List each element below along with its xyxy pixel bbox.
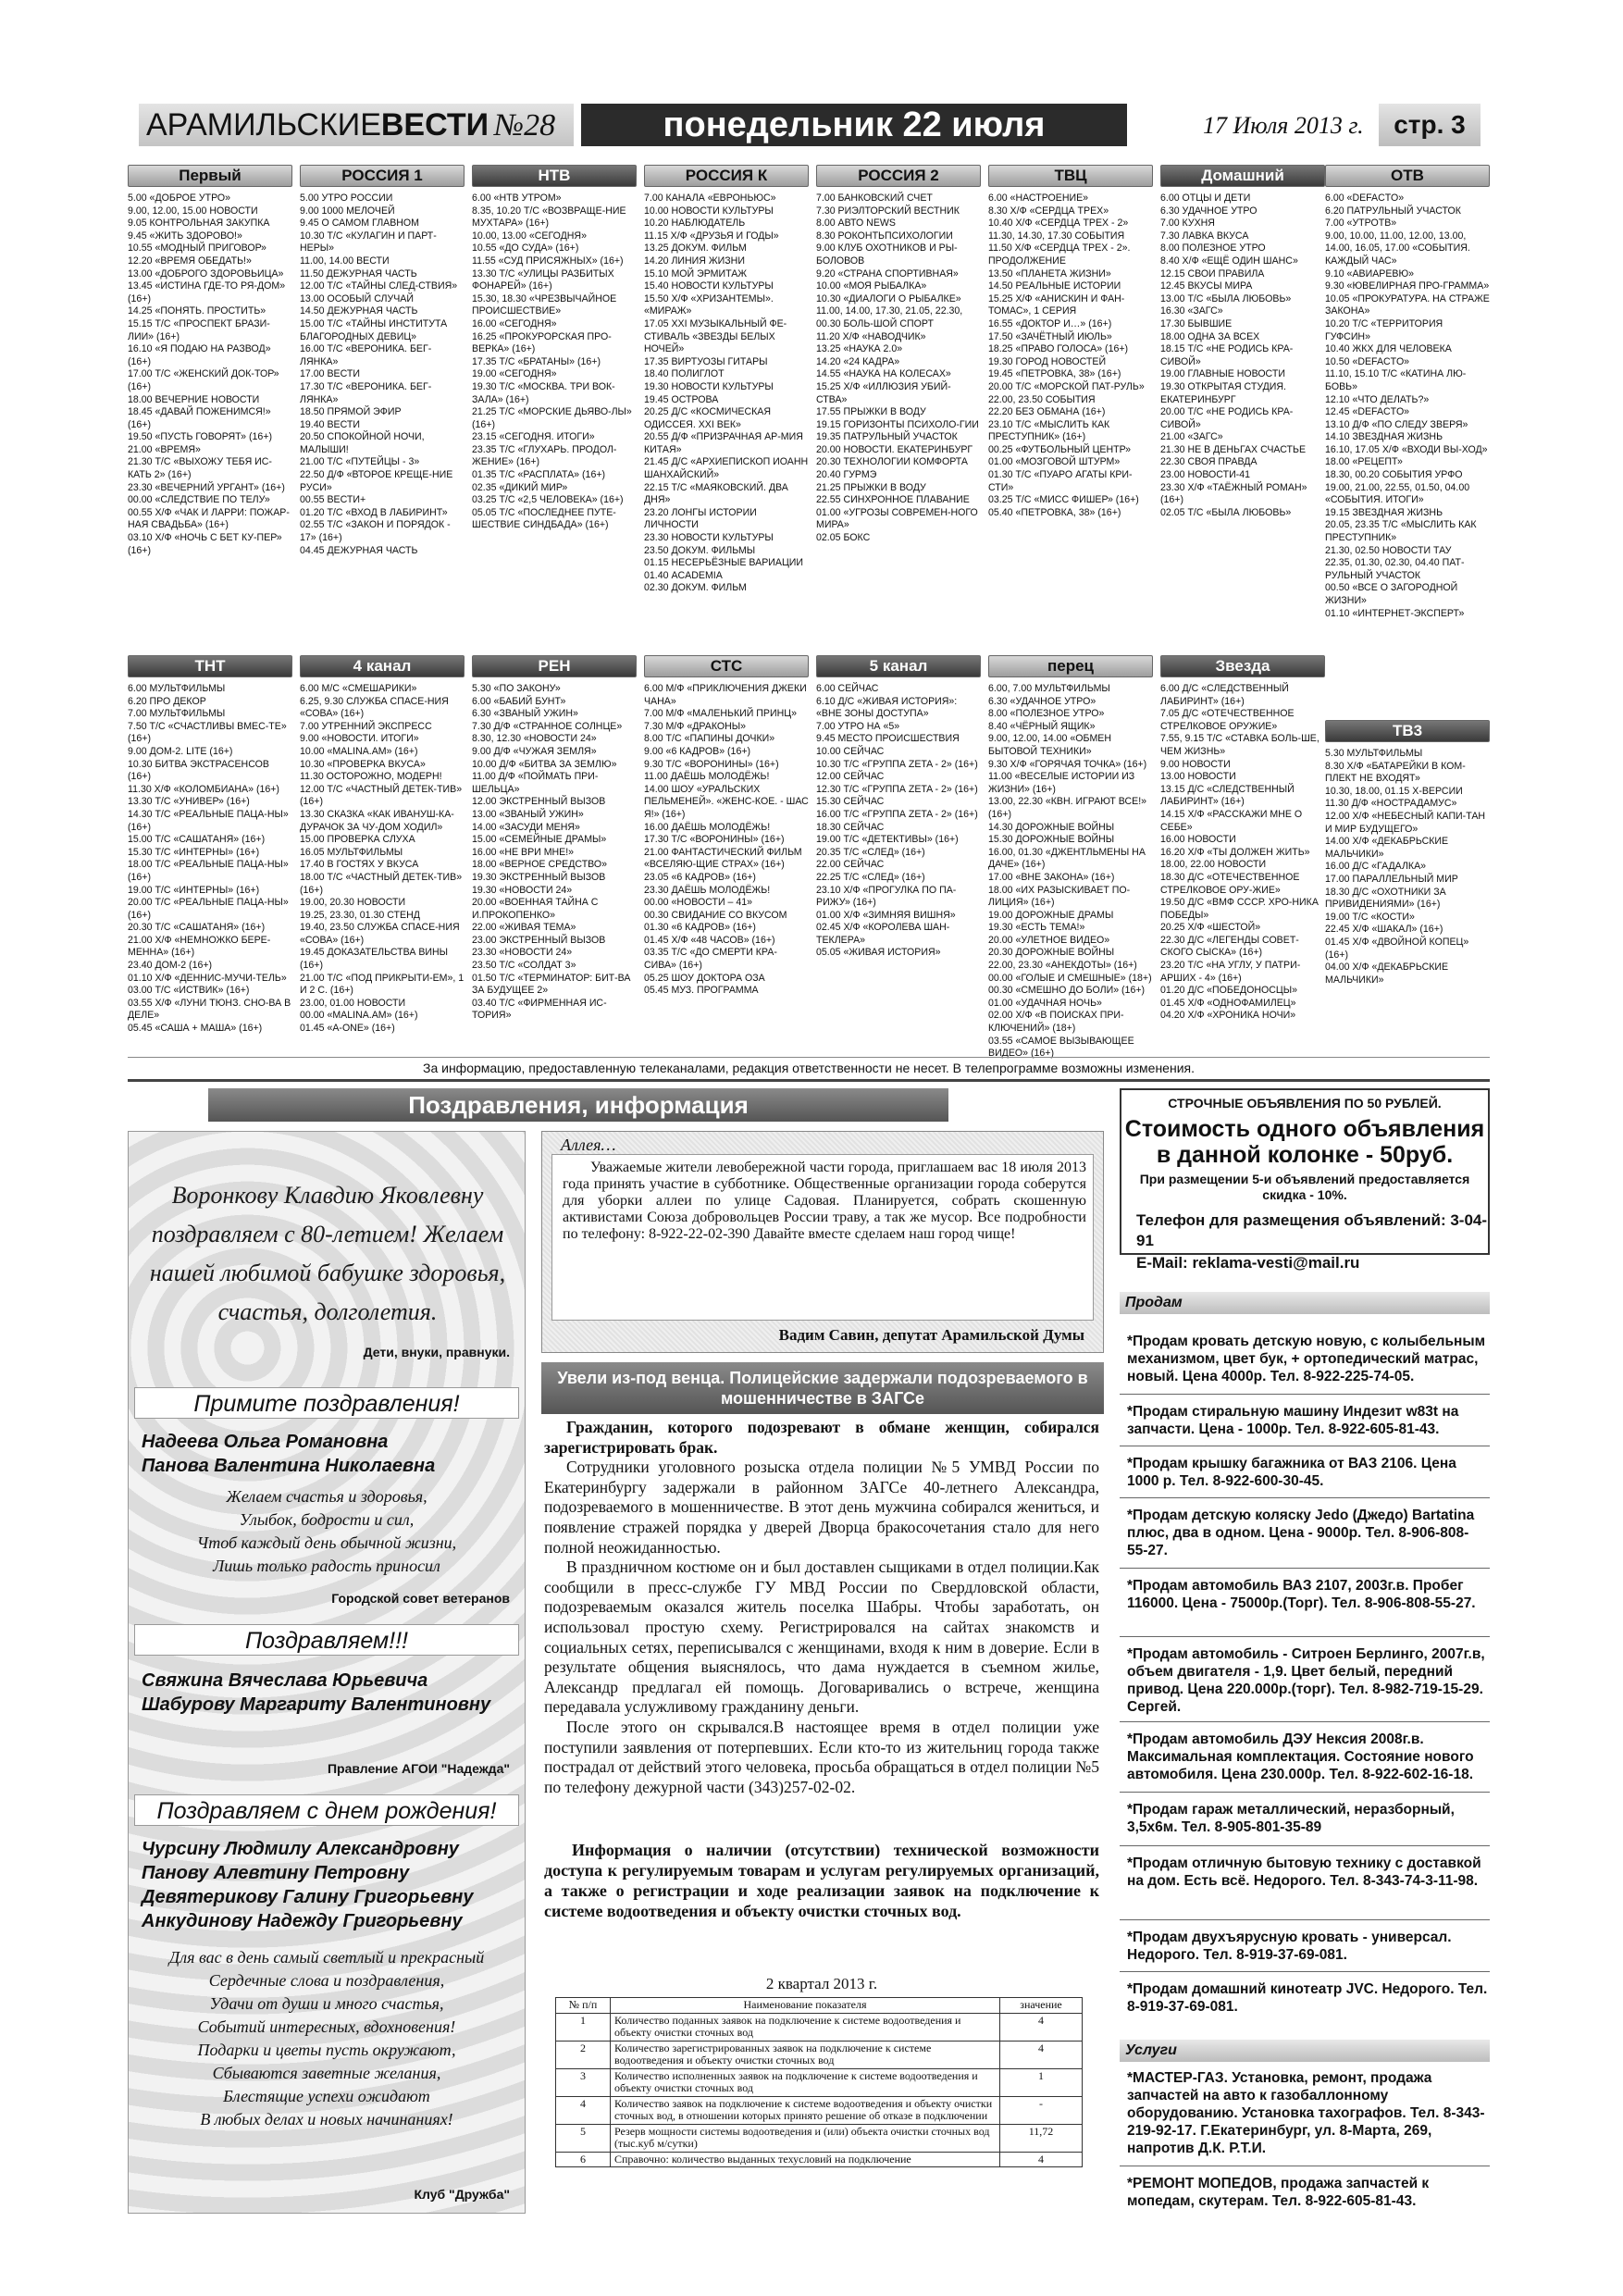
channel-schedule: 6.00 «НТВ УТРОМ» 8.35, 10.20 Т/С «ВОЗВРАЩЕ-НИЕ МУХТАРА» (16+) 10.00, 13.00 «СЕГОДНЯ» 10.55 «ДО СУДА» (16+) 11.55 «СУД ПРИСЯЖНЫХ» (16+) 13.30 Т/С «УЛИЦЫ РАЗБИТЫХ ФОНАРЕЙ» (16+) 15.30, 18.30 «ЧРЕЗВЫЧАЙНОЕ ПРОИСШЕСТВИЕ» 16.00 «СЕГОДНЯ» 16.25 «ПРОКУРОРСКАЯ ПРО-ВЕРКА» (16+) 17.35 Т/С «БРАТАНЫ» (16+) 19.00 «СЕГОДНЯ» 19.30 Т/С «МОСКВА. ТРИ ВОК-ЗАЛА» (16+) 21.25 Т/С «МОРСКИЕ ДЬЯВО-ЛЫ» (16+) 23.15 «СЕГОДНЯ. ИТОГИ» 23.35 Т/С «ГЛУХАРЬ. ПРОДОЛ-ЖЕНИЕ» (16+) 01.35 Т/С «РАСПЛАТА» (16+) 02.35 «ДИКИЙ МИР» 03.25 Т/С «2,5 ЧЕЛОВЕКА» (16+) 05.05 Т/С «ПОСЛЕДНЕЕ ПУТЕ-ШЕСТВИЕ СИНДБАДА» (16+) bbox=[472, 192, 632, 531]
news-paragraph: В праздничном костюме он и был доставлен сыщиками в отдел полиции.Как сообщили в пресс-службе ГУ МВД России по Свердловской области, подозреваемым оказался житель поселка Шабры. Чтобы заработать, он использовал простую схему. Регистрировался на сайтах знакомств и социальных сетях, переписывался с женщинами, входя к ним в доверие. Если в результате общения выяснялось, что дама нуждается в съемном жилье, Александр предлагал ей помощь. Договаривались о встрече, женщина передавала услужливому гражданину деньги. bbox=[544, 1558, 1099, 1717]
issue-number: №28 bbox=[494, 108, 556, 143]
channel-schedule: 6.00, 7.00 МУЛЬТФИЛЬМЫ 6.30 «УДАЧНОЕ УТРО» 8.00 «ПОЛЕЗНОЕ УТРО» 8.40 «ЧЁРНЫЙ ЯЩИК» 9.00, 12.00, 14.00 «ОБМЕН БЫТОВОЙ ТЕХНИКИ» 9.30 Х/Ф «ГОРЯЧАЯ ТОЧКА» (16+) 11.00 «ВЕСЕЛЫЕ ИСТОРИИ ИЗ ЖИЗНИ» (16+) 13.00, 22.30 «КВН. ИГРАЮТ ВСЕ!» (16+) 14.30 ДОРОЖНЫЕ ВОЙНЫ 15.30 ДОРОЖНЫЕ ВОЙНЫ 16.00, 01.30 «ДЖЕНТЛЬМЕНЫ НА ДАЧЕ» (16+) 17.00 «ВНЕ ЗАКОНА» (16+) 18.00 «ИХ РАЗЫСКИВАЕТ ПО-ЛИЦИЯ» (16+) 19.00 ДОРОЖНЫЕ ДРАМЫ 19.30 «ЕСТЬ ТЕМА!» 20.00 «УЛЕТНОЕ ВИДЕО» 20.30 ДОРОЖНЫЕ ВОЙНЫ 22.00, 23.30 «АНЕКДОТЫ» (16+) 00.00 «ГОЛЫЕ И СМЕШНЫЕ» (18+) 00.30 «СМЕШНО ДО БОЛИ» (16+) 01.00 «УДАЧНАЯ НОЧЬ» 02.00 Х/Ф «В ПОИСКАХ ПРИ-КЛЮЧЕНИЙ» (18+) 03.55 «САМОЕ ВЫЗЫВАЮЩЕЕ ВИДЕО» (16+) bbox=[988, 683, 1152, 1060]
channel-logo: 4 канал bbox=[300, 655, 465, 677]
greeting-2-banner: Примите поздравления! bbox=[134, 1387, 519, 1419]
column-header: № п/п bbox=[556, 1998, 611, 2014]
channel-logo: ТВЦ bbox=[988, 165, 1153, 187]
page-number: стр. 3 bbox=[1379, 104, 1481, 146]
channel-logo: СТС bbox=[644, 655, 809, 677]
news-lead: Гражданин, которого подозревают в обмане женщин, собирался зарегистрировать брак. bbox=[544, 1418, 1099, 1457]
classified-ad: *Продам домашний кинотеатр JVC. Недорого. Тел. 8-919-37-69-081. bbox=[1127, 1981, 1488, 2015]
channel-1 bbox=[128, 165, 292, 557]
classified-ad: *Продам автомобиль - Ситроен Берлинго, 2007г.в, объем двигателя - 1,9. Цвет белый, передний привод. Цена 220.000р.(торг). Тел. 8-982-719-15-29. Сергей. bbox=[1127, 1646, 1485, 1715]
allea-body: Уважаемые жители левобережной части города, приглашаем вас 18 июля 2013 года принять участие в субботнике. Общественные организации города соберутся для уборки аллеи по улице Садовая. Планируется, собрать скошенную активистами Союза добровольцев России траву, а так же мусор. Все подробности по телефону: 8-922-22-02-390 Давайте вместе сделаем наш город чище! bbox=[563, 1160, 1086, 1242]
channel-16 bbox=[1325, 720, 1490, 987]
masthead: АРАМИЛЬСКИЕВЕСТИ №28 bbox=[139, 104, 574, 146]
table-header-row bbox=[556, 1998, 1083, 2014]
table-row: 6 Справочно: количество выданных техусловий на подключение 4 bbox=[556, 2152, 1083, 2167]
channel-schedule: 6.00 М/С «СМЕШАРИКИ» 6.25, 9.30 СЛУЖБА СПАСЕ-НИЯ «СОВА» (16+) 7.00 УТРЕННИЙ ЭКСПРЕСС 9.00 «НОВОСТИ. ИТОГИ» 10.00 «MALINA.AM» (16+) 10.30 «ПРОВЕРКА ВКУСА» 11.30 ОСТОРОЖНО, МОДЕРН! 12.00 Т/С «ЧАСТНЫЙ ДЕТЕК-ТИВ» (16+) 13.30 СКАЗКА «КАК ИВАНУШ-КА-ДУРАЧОК ЗА ЧУ-ДОМ ХОДИЛ» 15.00 ПРОВЕРКА СЛУХА 16.05 МУЛЬТФИЛЬМЫ 17.40 В ГОСТЯХ У ВКУСА 18.00 Т/С «ЧАСТНЫЙ ДЕТЕК-ТИВ» (16+) 19.00, 20.30 НОВОСТИ 19.25, 23.30, 01.30 СТЕНД 19.40, 23.50 СЛУЖБА СПАСЕ-НИЯ «СОВА» (16+) 19.45 ДОКАЗАТЕЛЬСТВА ВИНЫ (16+) 21.00 Т/С «ПОД ПРИКРЫТИ-ЕМ», 1 И 2 С. (16+) 23.00, 01.00 НОВОСТИ 00.00 «MALINA.AM» (16+) 01.45 «A-ONE» (16+) bbox=[300, 683, 465, 1035]
greeting-2-signature: Городской совет ветеранов bbox=[331, 1591, 510, 1606]
channel-logo: Звезда bbox=[1160, 655, 1325, 677]
allea-signature: Вадим Савин, депутат Арамильской Думы bbox=[778, 1326, 1084, 1344]
ads-phone: Телефон для размещения объявлений: 3-04-91 bbox=[1136, 1211, 1488, 1249]
column-header: значение bbox=[1000, 1998, 1083, 2014]
category-services: Услуги bbox=[1120, 2040, 1490, 2062]
greeting-1-text: Воронкову Клавдию Яковлевну поздравляем с 80-летием! Желаем нашей любимой бабушке здоровья, счастья, долголетия. bbox=[149, 1182, 506, 1325]
channel-logo: Домашний bbox=[1160, 165, 1325, 187]
channel-14 bbox=[988, 655, 1153, 1061]
channel-3 bbox=[472, 165, 637, 532]
news-paragraph: Сотрудники уголовного розыска отдела полиции №5 УМВД России по Екатеринбургу задержали в районном ЗАГСе 40-летнего Александра, подозреваемого в мошенничестве. В этот день мужчина собирался жениться, и появление стражей порядка у дверей Дворца бракосочетания стало для него полной неожиданностью. bbox=[544, 1458, 1099, 1557]
info-title: Информация о наличии (отсутствии) технической возможности доступа к регулируемым товарам и услугам регулируемых организаций, а также о регистрации и ходе реализации заявок на подключение к системе водоотведения и объекту очистки сточных вод. bbox=[544, 1841, 1099, 1920]
channel-13 bbox=[816, 655, 981, 960]
greeting-3-banner: Поздравляем!!! bbox=[134, 1624, 519, 1656]
ad-divider bbox=[1120, 1845, 1490, 1846]
ad-divider bbox=[1120, 1394, 1490, 1395]
issue-date: 17 Июля 2013 г. bbox=[1203, 112, 1364, 139]
table-row: 1 Количество поданных заявок на подключение к системе водоотведения и объекту очистки сточных вод 4 bbox=[556, 2013, 1083, 2041]
ad-divider bbox=[1120, 1971, 1490, 1972]
ad-divider bbox=[1120, 1497, 1490, 1498]
greeting-2-verse: Желаем счастья и здоровья, Улыбок, бодрости и сил, Чтоб каждый день обычной жизни, Лишь только радость приносил bbox=[196, 1487, 457, 1575]
greeting-3-names: Свяжина Вячеслава Юрьевича Шабурову Маргариту Валентиновну bbox=[142, 1670, 491, 1715]
channel-logo: 5 канал bbox=[816, 655, 981, 677]
classified-ad: *Продам кровать детскую новую, с колыбельным механизмом, цвет бук, + ортопедический матрас, новый. Цена 4000р. Тел. 8-922-225-74-05. bbox=[1127, 1334, 1486, 1384]
classified-ad: *Продам детскую коляску Jedo (Джедо) Bartatina плюс, два в одном. Цена - 9000р. Тел. 8-906-808-55-27. bbox=[1127, 1508, 1475, 1558]
ad-divider bbox=[1120, 1919, 1490, 1920]
section-title: Поздравления, информация bbox=[208, 1088, 948, 1122]
classified-ad: *Продам автомобиль ВАЗ 2107, 2003г.в. Пробег 116000. Цена - 75000р.(Торг). Тел. 8-906-808-55-27. bbox=[1127, 1578, 1476, 1611]
classified-ad: *РЕМОНТ МОПЕДОВ, продажа запчастей к мопедам, скутерам. Тел. 8-922-605-81-43. bbox=[1127, 2176, 1430, 2209]
news-article bbox=[544, 1418, 1099, 1797]
classified-ad: *Продам гараж металлический, неразборный, 3,5х6м. Тел. 8-905-801-35-89 bbox=[1127, 1802, 1455, 1835]
section-divider bbox=[128, 1079, 1490, 1082]
channel-schedule: 5.30 МУЛЬТФИЛЬМЫ 8.30 Х/Ф «БАТАРЕЙКИ В КОМ-ПЛЕКТ НЕ ВХОДЯТ» 10.30, 18.00, 01.15 Х-ВЕРСИИ 11.30 Д/Ф «НОСТРАДАМУС» 12.00 Х/Ф «НЕБЕСНЫЙ КАПИ-ТАН И МИР БУДУЩЕГО» 14.00 Х/Ф «ДЕКАБРЬСКИЕ МАЛЬЧИКИ» 16.00 Д/С «ГАДАЛКА» 17.00 ПАРАЛЛЕЛЬНЫЙ МИР 18.30 Д/С «ОХОТНИКИ ЗА ПРИВИДЕНИЯМИ» (16+) 19.00 Т/С «КОСТИ» 22.45 Х/Ф «ШАКАЛ» (16+) 01.45 Х/Ф «ДВОЙНОЙ КОПЕЦ» (16+) 04.00 Х/Ф «ДЕКАБРЬСКИЕ МАЛЬЧИКИ» bbox=[1325, 748, 1486, 986]
channel-logo: ТВ3 bbox=[1325, 720, 1490, 742]
channel-schedule: 5.00 УТРО РОССИИ 9.00 1000 МЕЛОЧЕЙ 9.45 О САМОМ ГЛАВНОМ 10.30 Т/С «КУЛАГИН И ПАРТ-НЕРЫ» 11.00, 14.00 ВЕСТИ 11.50 ДЕЖУРНАЯ ЧАСТЬ 12.00 Т/С «ТАЙНЫ СЛЕД-СТВИЯ» 13.00 ОСОБЫЙ СЛУЧАЙ 14.50 ДЕЖУРНАЯ ЧАСТЬ 15.00 Т/С «ТАЙНЫ ИНСТИТУТА БЛАГОРОДНЫХ ДЕВИЦ» 16.00 Т/С «ВЕРОНИКА. БЕГ-ЛЯНКА» 17.00 ВЕСТИ 17.30 Т/С «ВЕРОНИКА. БЕГ-ЛЯНКА» 18.50 ПРЯМОЙ ЭФИР 19.40 ВЕСТИ 20.50 СПОКОЙНОЙ НОЧИ, МАЛЫШИ! 21.00 Т/С «ПУТЕЙЦЫ - 3» 22.50 Д/Ф «ВТОРОЕ КРЕЩЕ-НИЕ РУСИ» 00.55 ВЕСТИ+ 01.20 Т/С «ВХОД В ЛАБИРИНТ» 02.55 Т/С «ЗАКОН И ПОРЯДОК - 17» (16+) 04.45 ДЕЖУРНАЯ ЧАСТЬ bbox=[300, 192, 458, 556]
channel-logo: НТВ bbox=[472, 165, 637, 187]
greeting-4-banner: Поздравляем с днем рождения! bbox=[134, 1794, 519, 1826]
channel-schedule: 7.00 КАНАЛА «ЕВРОНЬЮС» 10.00 НОВОСТИ КУЛЬТУРЫ 10.20 НАБЛЮДАТЕЛЬ 11.15 Х/Ф «ДРУЗЬЯ И ГОДЫ» 13.25 ДОКУМ. ФИЛЬМ 14.20 ЛИНИЯ ЖИЗНИ 15.10 МОЙ ЭРМИТАЖ 15.40 НОВОСТИ КУЛЬТУРЫ 15.50 Х/Ф «ХРИЗАНТЕМЫ». «МИРАЖ» 17.05 XXI МУЗЫКАЛЬНЫЙ ФЕ-СТИВАЛЬ «ЗВЕЗДЫ БЕЛЫХ НОЧЕЙ» 17.35 ВИРТУОЗЫ ГИТАРЫ 18.40 ПОЛИГЛОТ 19.30 НОВОСТИ КУЛЬТУРЫ 19.45 ОСТРОВА 20.25 Д/С «КОСМИЧЕСКАЯ ОДИССЕЯ. XXI ВЕК» 20.55 Д/Ф «ПРИЗРАЧНАЯ АР-МИЯ КИТАЯ» 21.45 Д/С «АРХИЕПИСКОП ИОАНН ШАНХАЙСКИЙ» 22.15 Т/С «МАЯКОВСКИЙ. ДВА ДНЯ» 23.20 ЛОНГЫ ИСТОРИИ ЛИЧНОСТИ 23.30 НОВОСТИ КУЛЬТУРЫ 23.50 ДОКУМ. ФИЛЬМЫ 01.15 НЕСЕРЬЁЗНЫЕ ВАРИАЦИИ 01.40 ACADEMIA 02.30 ДОКУМ. ФИЛЬМ bbox=[644, 192, 809, 594]
channel-logo: перец bbox=[988, 655, 1153, 677]
news-paragraph: После этого он скрывался.В настоящее время в отдел полиции уже поступили заявления от потерпевших. Если кто-то из жительниц города также пострадал от действий этого человека, просьба обращаться в отдел полиции №5 по телефону дежурной части (343)257-02-02. bbox=[544, 1717, 1099, 1796]
channel-7 bbox=[1160, 165, 1325, 519]
greeting-1-signature: Дети, внуки, правнуки. bbox=[363, 1345, 510, 1359]
channel-logo: РЕН bbox=[472, 655, 637, 677]
greeting-2-names: Надеева Ольга Романовна Панова Валентина Николаевна bbox=[142, 1432, 436, 1476]
ad-divider bbox=[1120, 1792, 1490, 1793]
table-row: 3 Количество исполненных заявок на подключение к системе водоотведения и объекту очистки сточных вод 1 bbox=[556, 2068, 1083, 2096]
channel-logo: Первый bbox=[128, 165, 292, 187]
tv-disclaimer: За информацию, предоставленную телеканалами, редакция ответственности не несет. В телепрограмме возможны изменения. bbox=[128, 1057, 1490, 1075]
classified-ad: *Продам двухъярусную кровать - универсал. Недорого. Тел. 8-919-37-69-081. bbox=[1127, 1930, 1452, 1963]
channel-schedule: 6.00 «НАСТРОЕНИЕ» 8.30 Х/Ф «СЕРДЦА ТРЕХ» 10.40 Х/Ф «СЕРДЦА ТРЕХ - 2» 11.30, 14.30, 17.30 СОБЫТИЯ 11.50 Х/Ф «СЕРДЦА ТРЕХ - 2». ПРОДОЛЖЕНИЕ 13.50 «ПЛАНЕТА ЖИЗНИ» 14.50 РЕАЛЬНЫЕ ИСТОРИИ 15.25 Х/Ф «АНИСКИН И ФАН-ТОМАС», 1 СЕРИЯ 16.55 «ДОКТОР И…» (16+) 17.50 «ЗАЧЁТНЫЙ ИЮЛЬ» 18.25 «ПРАВО ГОЛОСА» (16+) 19.30 ГОРОД НОВОСТЕЙ 19.45 «ПЕТРОВКА, 38» (16+) 20.00 Т/С «МОРСКОЙ ПАТ-РУЛЬ» 22.00, 23.50 СОБЫТИЯ 22.20 БЕЗ ОБМАНА (16+) 23.10 Т/С «МЫСЛИТЬ КАК ПРЕСТУПНИК» (16+) 00.25 «ФУТБОЛЬНЫЙ ЦЕНТР» 01.00 «МОЗГОВОЙ ШТУРМ» 01.30 Т/С «ПУАРО АГАТЫ КРИ-СТИ» 03.25 Т/С «МИСС ФИШЕР» (16+) 05.40 «ПЕТРОВКА, 38» (16+) bbox=[988, 192, 1145, 518]
channel-schedule: 6.00 М/Ф «ПРИКЛЮЧЕНИЯ ДЖЕКИ ЧАНА» 7.00 М/Ф «МАЛЕНЬКИЙ ПРИНЦ» 7.30 М/Ф «ДРАКОНЫ» 8.00 Т/С «ПАПИНЫ ДОЧКИ» 9.00 «6 КАДРОВ» (16+) 9.30 Т/С «ВОРОНИНЫ» (16+) 11.00 ДАЁШЬ МОЛОДЁЖЬ! 14.00 ШОУ «УРАЛЬСКИХ ПЕЛЬМЕНЕЙ». «ЖЕНС-КОЕ. - ШАС Я!» (16+) 16.00 ДАЁШЬ МОЛОДЁЖЬ! 17.30 Т/С «ВОРОНИНЫ» (16+) 21.00 ФАНТАСТИЧЕСКИЙ ФИЛЬМ «ВСЕЛЯЮ-ЩИЕ СТРАХ» (16+) 23.05 «6 КАДРОВ» (16+) 23.30 ДАЁШЬ МОЛОДЁЖЬ! 00.00 «НОВОСТИ – 41» 00.30 СВИДАНИЕ СО ВКУСОМ 01.30 «6 КАДРОВ» (16+) 01.45 Х/Ф «48 ЧАСОВ» (16+) 03.35 Т/С «ДО СМЕРТИ КРА-СИВА» (16+) 05.25 ШОУ ДОКТОРА ОЗА 05.45 МУЗ. ПРОГРАММА bbox=[644, 683, 809, 997]
classifieds-header: СТРОЧНЫЕ ОБЪЯВЛЕНИЯ ПО 50 РУБЛЕЙ. Стоимость одного объявления в данной колонке - 50руб. При размещении 5-и объявлений предоставляется скидка - 10%. Телефон для размещения объявлений: 3-04-91 E-Mail: reklama-vesti@mail.ru bbox=[1120, 1088, 1490, 1255]
channel-schedule: 7.00 БАНКОВСКИЙ СЧЕТ 7.30 РИЭЛТОРСКИЙ ВЕСТНИК 8.00 АВТО NEWS 8.30 РОКОНТЬПСИХОЛОГИИ 9.00 КЛУБ ОХОТНИКОВ И РЫ-БОЛОВОВ 9.20 «СТРАНА СПОРТИВНАЯ» 10.00 «МОЯ РЫБАЛКА» 10.30 «ДИАЛОГИ О РЫБАЛКЕ» 11.00, 14.00, 17.30, 21.05, 22.30, 00.30 БОЛЬ-ШОЙ СПОРТ 11.20 Х/Ф «НАВОДЧИК» 13.25 «НАУКА 2.0» 14.20 «24 КАДРА» 14.55 «НАУКА НА КОЛЕСАХ» 15.25 Х/Ф «ИЛЛЮЗИЯ УБИЙ-СТВА» 17.55 ПРЫЖКИ В ВОДУ 19.15 ГОРИЗОНТЫ ПСИХОЛО-ГИИ 19.35 ПАТРУЛЬНЫЙ УЧАСТОК 20.00 НОВОСТИ. ЕКАТЕРИНБУРГ 20.30 ТЕХНОЛОГИИ КОМФОРТА 20.40 ГУРМЭ 21.25 ПРЫЖКИ В ВОДУ 22.55 СИНХРОННОЕ ПЛАВАНИЕ 01.00 «УГРОЗЫ СОВРЕМЕН-НОГО МИРА» 02.05 БОКС bbox=[816, 192, 979, 544]
channel-logo: ТНТ bbox=[128, 655, 292, 677]
channel-15 bbox=[1160, 655, 1325, 1023]
channel-logo: РОССИЯ К bbox=[644, 165, 809, 187]
greeting-4-signature: Клуб "Дружба" bbox=[414, 2187, 510, 2202]
channel-schedule: 6.00 СЕЙЧАС 6.10 Д/С «ЖИВАЯ ИСТОРИЯ»: «ВНЕ ЗОНЫ ДОСТУПА» 7.00 УТРО НА «5» 9.45 МЕСТО ПРОИСШЕСТВИЯ 10.00 СЕЙЧАС 10.30 Т/С «ГРУППА ZETA - 2» (16+) 12.00 СЕЙЧАС 12.30 Т/С «ГРУППА ZETA - 2» (16+) 15.30 СЕЙЧАС 16.00 Т/С «ГРУППА ZETA - 2» (16+) 18.30 СЕЙЧАС 19.00 Т/С «ДЕТЕКТИВЫ» (16+) 20.35 Т/С «СЛЕД» (16+) 22.00 СЕЙЧАС 22.25 Т/С «СЛЕД» (16+) 23.10 Х/Ф «ПРОГУЛКА ПО ПА-РИЖУ» (16+) 01.00 Х/Ф «ЗИМНЯЯ ВИШНЯ» 02.45 Х/Ф «КОРОЛЕВА ШАН-ТЕКЛЕРА» 05.05 «ЖИВАЯ ИСТОРИЯ» bbox=[816, 683, 978, 959]
channel-schedule: 5.30 «ПО ЗАКОНУ» 6.00 «БАБИЙ БУНТ» 6.30 «ЗВАНЫЙ УЖИН» 7.30 Д/Ф «СТРАННОЕ СОЛНЦЕ» 8.30, 12.30 «НОВОСТИ 24» 9.00 Д/Ф «ЧУЖАЯ ЗЕМЛЯ» 10.00 Д/Ф «БИТВА ЗА ЗЕМЛЮ» 11.00 Д/Ф «ПОЙМАТЬ ПРИ-ШЕЛЬЦА» 12.00 ЭКСТРЕННЫЙ ВЫЗОВ 13.00 «ЗВАНЫЙ УЖИН» 14.00 «ЗАСУДИ МЕНЯ» 15.00 «СЕМЕЙНЫЕ ДРАМЫ» 16.00 «НЕ ВРИ МНЕ!» 18.00 «ВЕРНОЕ СРЕДСТВО» 19.30 ЭКСТРЕННЫЙ ВЫЗОВ 19.30 «НОВОСТИ 24» 20.00 «ВОЕННАЯ ТАЙНА С И.ПРОКОПЕНКО» 22.00 «ЖИВАЯ ТЕМА» 23.00 ЭКСТРЕННЫЙ ВЫЗОВ 23.30 «НОВОСТИ 24» 23.50 Т/С «СОЛДАТ 3» 01.50 Т/С «ТЕРМИНАТОР: БИТ-ВА ЗА БУДУЩЕЕ 2» 03.40 Т/С «ФИРМЕННАЯ ИС-ТОРИЯ» bbox=[472, 683, 631, 1022]
channel-8 bbox=[1325, 165, 1490, 620]
channel-schedule: 6.00 Д/С «СЛЕДСТВЕННЫЙ ЛАБИРИНТ» (16+) 7.05 Д/С «ОТЕЧЕСТВЕННОЕ СТРЕЛКОВОЕ ОРУЖИЕ» 7.55, 9.15 Т/С «СТАВКА БОЛЬ-ШЕ, ЧЕМ ЖИЗНЬ» 9.00 НОВОСТИ 13.00 НОВОСТИ 13.15 Д/С «СЛЕДСТВЕННЫЙ ЛАБИРИНТ» (16+) 14.15 Х/Ф «РАССКАЖИ МНЕ О СЕБЕ» 16.00 НОВОСТИ 16.20 Х/Ф «ТЫ ДОЛЖЕН ЖИТЬ» 18.00, 22.00 НОВОСТИ 18.30 Д/С «ОТЕЧЕСТВЕННОЕ СТРЕЛКОВОЕ ОРУ-ЖИЕ» 19.50 Д/С «ВМФ СССР. ХРО-НИКА ПОБЕДЫ» 20.25 Х/Ф «ШЕСТОЙ» 22.30 Д/С «ЛЕГЕНДЫ СОВЕТ-СКОГО СЫСКА» (16+) 23.20 Т/С «НА УГЛУ, У ПАТРИ-АРШИХ - 4» (16+) 01.20 Д/С «ПОБЕДОНОСЦЫ» 01.45 Х/Ф «ОДНОФАМИЛЕЦ» 04.20 Х/Ф «ХРОНИКА НОЧИ» bbox=[1160, 683, 1319, 1022]
channel-9 bbox=[128, 655, 292, 1036]
classified-ad: *МАСТЕР-ГАЗ. Установка, ремонт, продажа запчастей на авто к газобаллонному оборудованию. Установка тахографов. Тел. 8-343-219-92-17. Г.Екатеринбург, ул. 8-Марта, 269, напротив Д.К. Р.Т.И. bbox=[1127, 2070, 1485, 2156]
table-row: 4 Количество заявок на подключение к системе водоотведения и объекту очистки сточных вод, в отношении которых принято решение об отказе в подключении - bbox=[556, 2096, 1083, 2124]
ad-divider bbox=[1120, 1568, 1490, 1569]
channel-12 bbox=[644, 655, 809, 998]
classified-ad: *Продам стиральную машину Индезит w83t на запчасти. Цена - 1000р. Тел. 8-922-605-81-43. bbox=[1127, 1404, 1459, 1437]
channel-schedule: 6.00 «DEFACTO» 6.20 ПАТРУЛЬНЫЙ УЧАСТОК 7.00 «УТРОТВ» 9.00, 10.00, 11.00, 12.00, 13.00, 14.00, 16.05, 17.00 «СОБЫТИЯ. КАЖДЫЙ ЧАС» 9.10 «АВИАРЕВЮ» 9.30 «ЮВЕЛИРНАЯ ПРО-ГРАММА» 10.05 «ПРОКУРАТУРА. НА СТРАЖЕ ЗАКОНА» 10.20 Т/С «ТЕРРИТОРИЯ ГУФСИН» 10.40 ЖКХ ДЛЯ ЧЕЛОВЕКА 10.50 «DEFACTO» 11.10, 15.10 Т/С «КАТИНА ЛЮ-БОВЬ» 12.10 «ЧТО ДЕЛАТЬ?» 12.45 «DEFACTO» 13.10 Д/Ф «ПО СЛЕДУ ЗВЕРЯ» 14.10 ЗВЕЗДНАЯ ЖИЗНЬ 16.10, 17.05 Х/Ф «ВХОДИ ВЫ-ХОД» 18.00 «РЕЦЕПТ» 18.30, 00.20 СОБЫТИЯ УРФО 19.00, 21.00, 22.55, 01.50, 04.00 «СОБЫТИЯ. ИТОГИ» 19.15 ЗВЕЗДНАЯ ЖИЗНЬ 20.05, 23.35 Т/С «МЫСЛИТЬ КАК ПРЕСТУПНИК» 21.30, 02.50 НОВОСТИ ТАУ 22.35, 01.30, 02.30, 04.40 ПАТ-РУЛЬНЫЙ УЧАСТОК 00.50 «ВСЕ О ЗАГОРОДНОЙ ЖИЗНИ» 01.10 «ИНТЕРНЕТ-ЭКСПЕРТ» bbox=[1325, 192, 1490, 619]
news-headline: Увели из-под венца. Полицейские задержали подозреваемого в мошенничестве в ЗАГСе bbox=[541, 1362, 1104, 1414]
allea-heading: Аллея… bbox=[561, 1136, 616, 1154]
classified-ad: *Продам отличную бытовую технику с доставкой на дом. Есть всё. Недорого. Тел. 8-343-74-3-11-98. bbox=[1127, 1855, 1481, 1889]
category-sell: Продам bbox=[1120, 1292, 1490, 1314]
channel-logo: ОТВ bbox=[1325, 165, 1490, 187]
greeting-4-verse: Для вас в день самый светлый и прекрасный Сердечные слова и поздравления, Удачи от души и много счастья, Событий интересных, вдохновения! Подарки и цветы пусть окружают, Сбываются заветные желания, Блестящие успехи ожидают В любых делах и новых начинаниях! bbox=[168, 1948, 485, 2128]
ad-divider bbox=[1120, 1636, 1490, 1637]
greetings-column bbox=[128, 1131, 526, 2214]
channel-schedule: 6.00 МУЛЬТФИЛЬМЫ 6.20 ПРО ДЕКОР 7.00 МУЛЬТФИЛЬМЫ 7.50 Т/С «СЧАСТЛИВЫ ВМЕС-ТЕ» (16+) 9.00 ДОМ-2. LITE (16+) 10.30 БИТВА ЭКСТРАСЕНСОВ (16+) 11.30 Х/Ф «КОЛОМБИАНА» (16+) 13.30 Т/С «УНИВЕР» (16+) 14.30 Т/С «РЕАЛЬНЫЕ ПАЦА-НЫ» (16+) 15.00 Т/С «САШАТАНЯ» (16+) 15.30 Т/С «ИНТЕРНЫ» (16+) 18.00 Т/С «РЕАЛЬНЫЕ ПАЦА-НЫ» (16+) 19.00 Т/С «ИНТЕРНЫ» (16+) 20.00 Т/С «РЕАЛЬНЫЕ ПАЦА-НЫ» (16+) 20.30 Т/С «САШАТАНЯ» (16+) 21.00 Х/Ф «НЕМНОЖКО БЕРЕ-МЕННА» (16+) 23.40 ДОМ-2 (16+) 01.10 Х/Ф «ДЕННИС-МУЧИ-ТЕЛЬ» 03.00 Т/С «ИСТВИК» (16+) 03.55 Х/Ф «ЛУНИ ТЮНЗ. СНО-ВА В ДЕЛЕ» 05.45 «САША + МАША» (16+) bbox=[128, 683, 291, 1035]
table-row: 2 Количество зарегистрированных заявок на подключение к системе водоотведения и объекту очистки сточных вод 4 bbox=[556, 2041, 1083, 2068]
table-row: 5 Резерв мощности системы водоотведения и (или) объекта очистки сточных вод (тыс.куб м/сутки) 11,72 bbox=[556, 2124, 1083, 2152]
greeting-3-signature: Правление АГОИ "Надежда" bbox=[327, 1761, 510, 1776]
greeting-4-names: Чурсину Людмилу Александровну Панову Алевтину Петровну Девятерикову Галину Григорьевну Анкудинову Надежду Григорьевну bbox=[142, 1839, 474, 1931]
allea-notice bbox=[541, 1131, 1104, 1353]
channel-2 bbox=[300, 165, 465, 557]
channel-schedule: 6.00 ОТЦЫ И ДЕТИ 6.30 УДАЧНОЕ УТРО 7.00 КУХНЯ 7.30 ЛАВКА ВКУСА 8.00 ПОЛЕЗНОЕ УТРО 8.40 Х/Ф «ЕЩЁ ОДИН ШАНС» 12.15 СВОИ ПРАВИЛА 12.45 ВКУСЫ МИРА 13.00 Т/С «БЫЛА ЛЮБОВЬ» 16.30 «ЗАГС» 17.30 БЫВШИЕ 18.00 ОДНА ЗА ВСЕХ 18.15 Т/С «НЕ РОДИСЬ КРА-СИВОЙ» 19.00 ГЛАВНЫЕ НОВОСТИ 19.30 ОТКРЫТАЯ СТУДИЯ. ЕКАТЕРИНБУРГ 20.00 Т/С «НЕ РОДИСЬ КРА-СИВОЙ» 21.00 «ЗАГС» 21.30 НЕ В ДЕНЬГАХ СЧАСТЬЕ 22.30 СВОЯ ПРАВДА 23.00 НОВОСТИ-41 23.30 Х/Ф «ТАЁЖНЫЙ РОМАН» (16+) 02.05 Т/С «БЫЛА ЛЮБОВЬ» bbox=[1160, 192, 1307, 518]
info-quarter: 2 квартал 2013 г. bbox=[765, 1975, 878, 1992]
channel-11 bbox=[472, 655, 637, 1023]
classified-ad: *Продам крышку багажника от ВАЗ 2106. Цена 1000 р. Тел. 8-922-600-30-45. bbox=[1127, 1456, 1456, 1489]
channel-10 bbox=[300, 655, 465, 1036]
channel-logo: РОССИЯ 2 bbox=[816, 165, 981, 187]
channel-6 bbox=[988, 165, 1153, 519]
column-header: Наименование показателя bbox=[611, 1998, 1000, 2014]
channel-logo: РОССИЯ 1 bbox=[300, 165, 465, 187]
channel-schedule: 5.00 «ДОБРОЕ УТРО» 9.00, 12.00, 15.00 НОВОСТИ 9.05 КОНТРОЛЬНАЯ ЗАКУПКА 9.45 «ЖИТЬ ЗДОРОВО!» 10.55 «МОДНЫЙ ПРИГОВОР» 12.20 «ВРЕМЯ ОБЕДАТЬ!» 13.00 «ДОБРОГО ЗДОРОВЬИЦА» 13.45 «ИСТИНА ГДЕ-ТО РЯ-ДОМ» (16+) 14.25 «ПОНЯТЬ. ПРОСТИТЬ» 15.15 Т/С «ПРОСПЕКТ БРАЗИ-ЛИИ» (16+) 16.10 «Я ПОДАЮ НА РАЗВОД» (16+) 17.00 Т/С «ЖЕНСКИЙ ДОК-ТОР» (16+) 18.00 ВЕЧЕРНИЕ НОВОСТИ 18.45 «ДАВАЙ ПОЖЕНИМСЯ!» (16+) 19.50 «ПУСТЬ ГОВОРЯТ» (16+) 21.00 «ВРЕМЯ» 21.30 Т/С «ВЫХОЖУ ТЕБЯ ИС-КАТЬ 2» (16+) 23.30 «ВЕЧЕРНИЙ УРГАНТ» (16+) 00.00 «СЛЕДСТВИЕ ПО ТЕЛУ» 00.55 Х/Ф «ЧАК И ЛАРРИ: ПОЖАР-НАЯ СВАДЬБА» (16+) 03.10 Х/Ф «НОЧЬ С БЕТ КУ-ПЕР» (16+) bbox=[128, 192, 290, 556]
page-header bbox=[139, 104, 1481, 146]
connection-requests-table bbox=[555, 1997, 1083, 2167]
channel-4 bbox=[644, 165, 809, 595]
day-heading: понедельник 22 июля bbox=[581, 104, 1127, 146]
ad-divider bbox=[1120, 1721, 1490, 1722]
channel-5 bbox=[816, 165, 981, 545]
ads-email: E-Mail: reklama-vesti@mail.ru bbox=[1136, 1254, 1360, 1272]
classified-ad: *Продам автомобиль ДЭУ Нексия 2008г.в. Максимальная комплектация. Состояние нового автомобиля. Цена 230.000р. Тел. 8-922-602-16-18. bbox=[1127, 1731, 1474, 1782]
